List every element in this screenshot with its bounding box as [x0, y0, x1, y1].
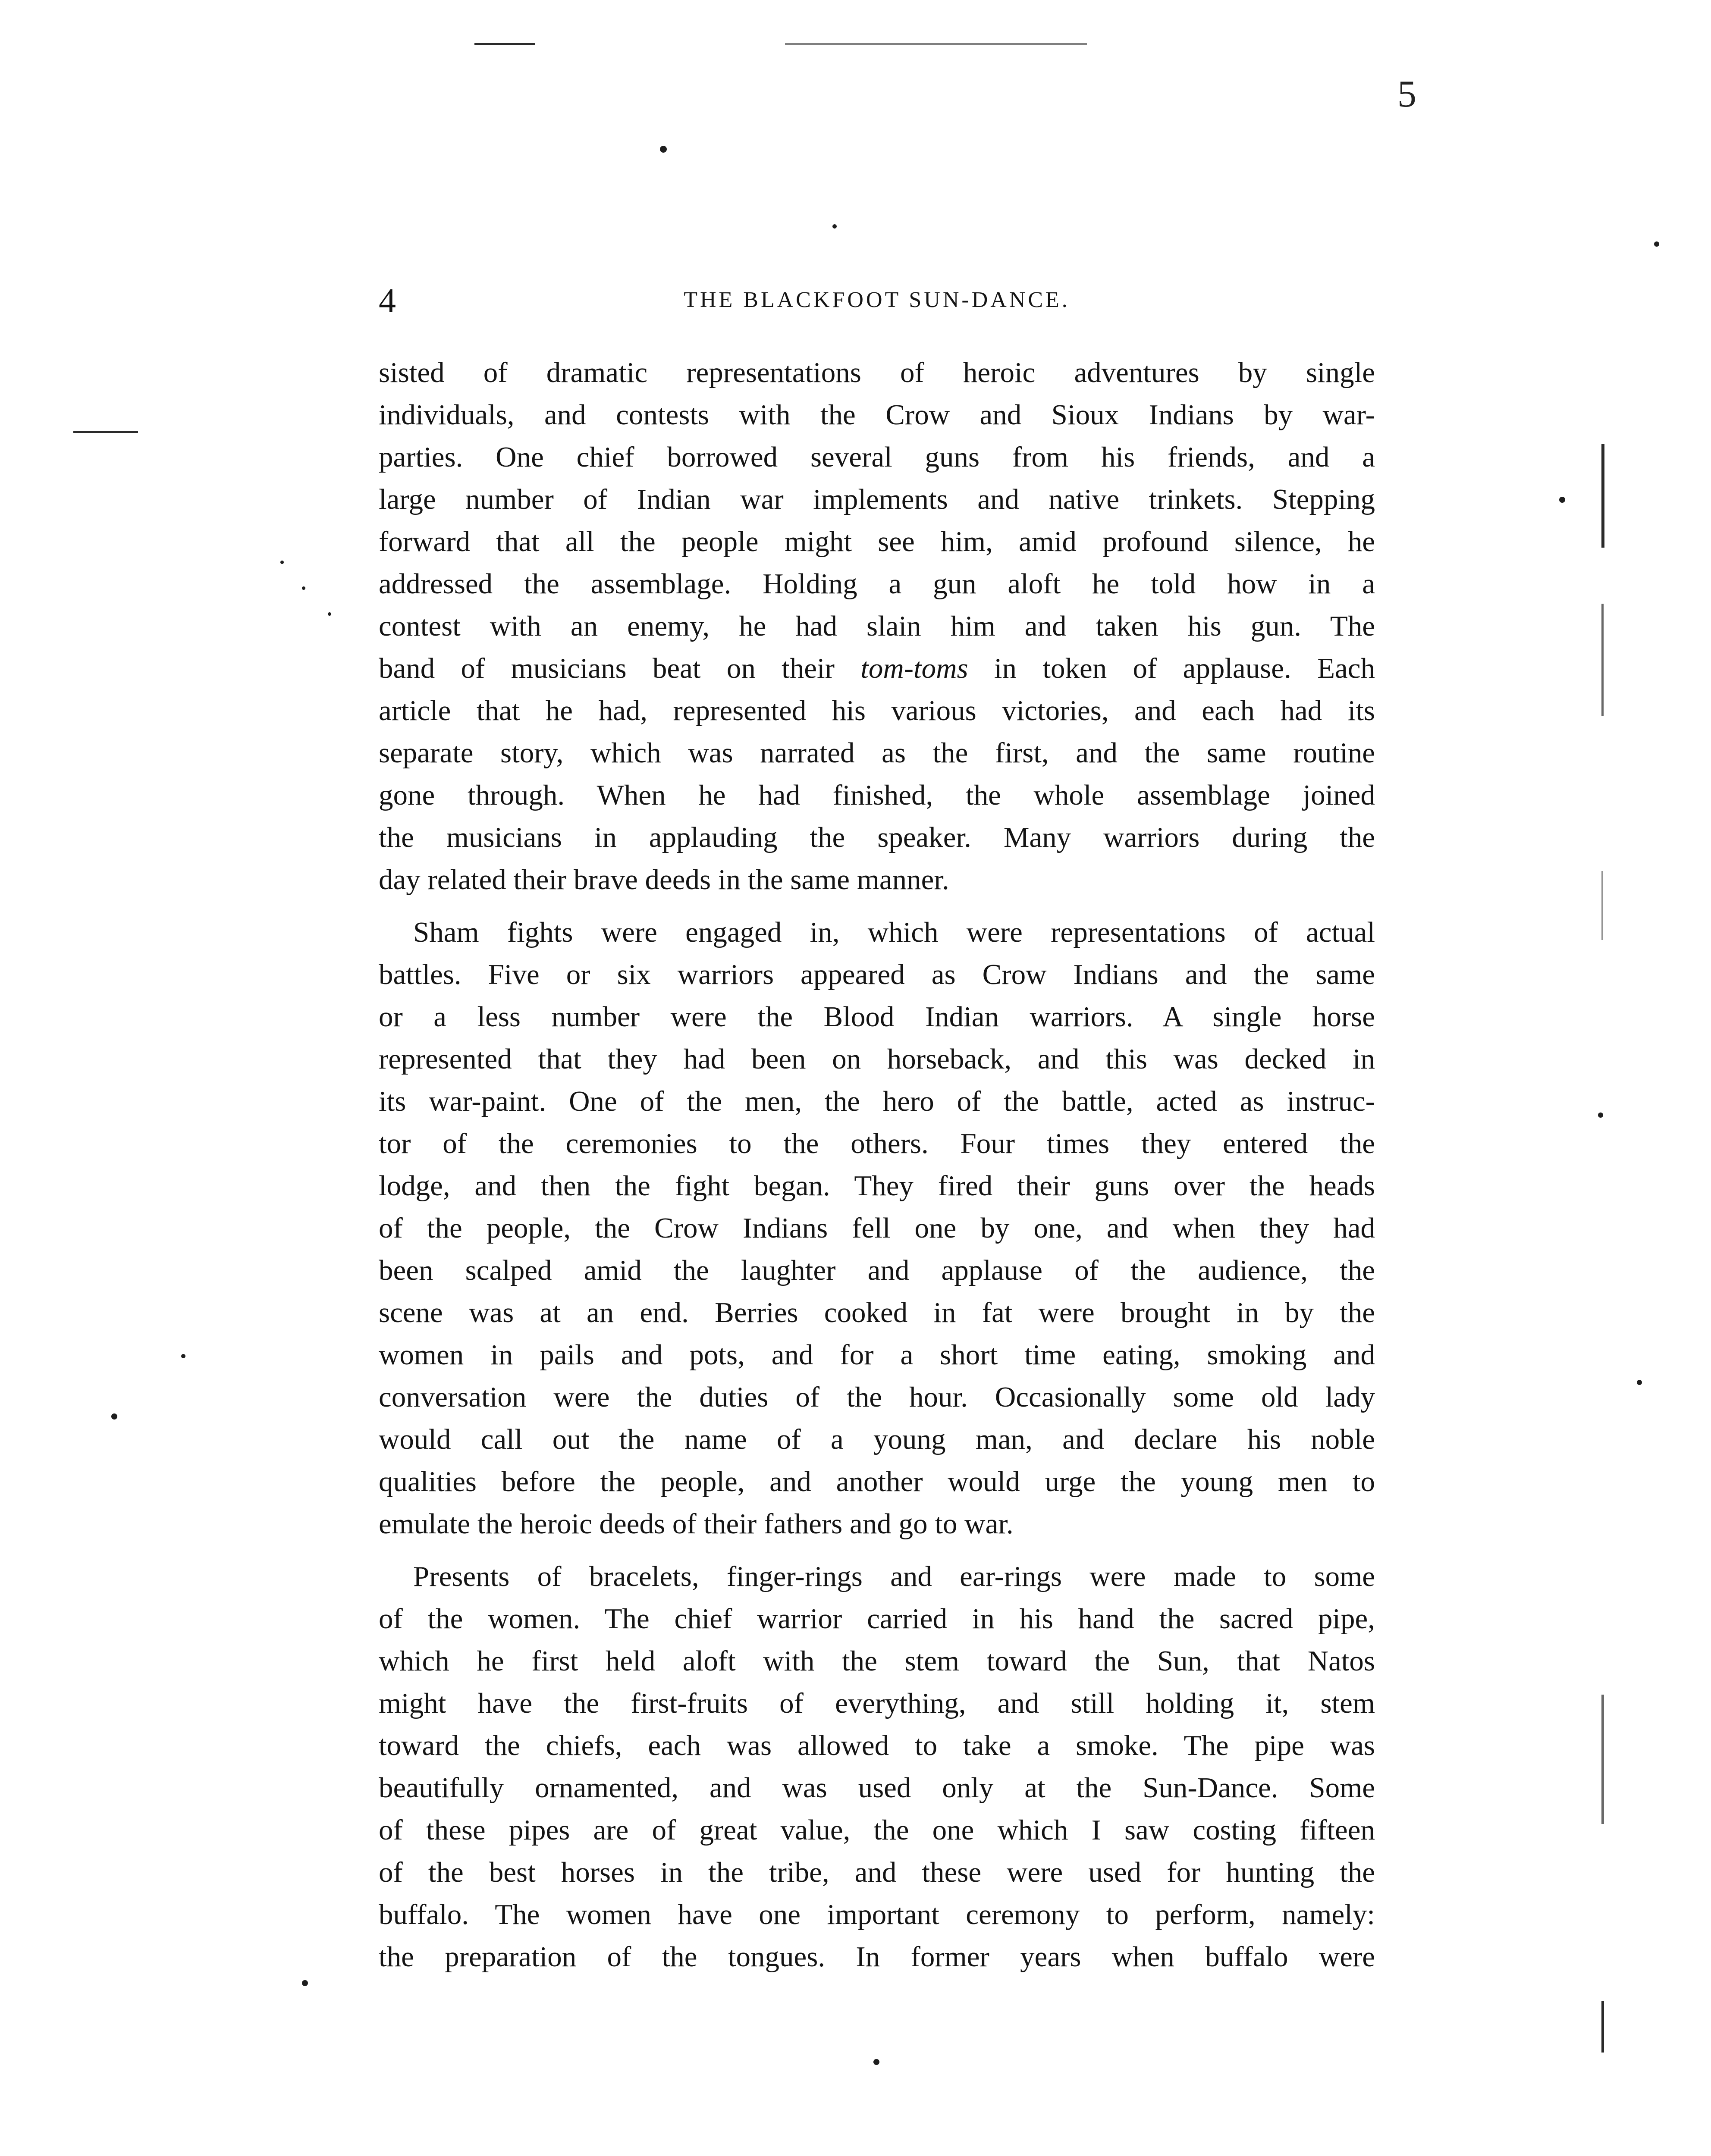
running-header [379, 280, 1375, 332]
speck [1559, 497, 1565, 503]
speck [1598, 1112, 1603, 1118]
body-text [379, 351, 1375, 1978]
text-line: addressed the assemblage. Holding a gun aloft he told how in a [379, 568, 1375, 600]
text-line: large number of Indian war implements and native trinkets. Stepping [379, 483, 1375, 515]
speck [1637, 1380, 1642, 1385]
text-line: Presents of bracelets, finger-rings and ear-rings were made to some [413, 1561, 1375, 1592]
italic-term: tom-toms [860, 652, 968, 684]
text-line: conversation were the duties of the hour. Occasionally some old lady [379, 1381, 1375, 1413]
text-line: of the women. The chief warrior carried in his hand the sacred pipe, [379, 1603, 1375, 1635]
text-line: beautifully ornamented, and was used only at the Sun-Dance. Some [379, 1772, 1375, 1804]
text-line: buffalo. The women have one important ceremony to perform, namely: [379, 1899, 1375, 1930]
text-line: battles. Five or six warriors appeared as Crow Indians and the same [379, 959, 1375, 990]
text-line: would call out the name of a young man, and declare his noble [379, 1423, 1375, 1455]
text-line: emulate the heroic deeds of their fathers and go to war. [379, 1508, 1014, 1540]
text-line: of the people, the Crow Indians fell one by one, and when they had [379, 1212, 1375, 1244]
right-margin-rule [1601, 604, 1604, 716]
speck [111, 1413, 117, 1420]
speck [328, 612, 331, 616]
text-line: article that he had, represented his various victories, and each had its [379, 695, 1375, 727]
text-line: represented that they had been on horseback, and this was decked in [379, 1043, 1375, 1075]
text-line: women in pails and pots, and for a short time eating, smoking and [379, 1339, 1375, 1371]
speck [660, 146, 667, 153]
text-line: which he first held aloft with the stem toward the Sun, that Natos [379, 1645, 1375, 1677]
text-line: forward that all the people might see him, amid profound silence, he [379, 526, 1375, 558]
speck [1654, 241, 1659, 247]
text-line: day related their brave deeds in the same manner. [379, 864, 949, 896]
text-line: sisted of dramatic representations of heroic adventures by single [379, 357, 1375, 389]
page-number: 4 [379, 282, 396, 320]
text-line: individuals, and contests with the Crow and Sioux Indians by war- [379, 399, 1375, 431]
paragraph [379, 351, 1375, 901]
running-title: THE BLACKFOOT SUN-DANCE. [684, 288, 1070, 312]
paragraph [379, 911, 1375, 1545]
scan-edge-top [785, 43, 1087, 45]
speck [302, 586, 305, 590]
text-line: tor of the ceremonies to the others. Four times they entered the [379, 1128, 1375, 1159]
text-line: might have the first-fruits of everything, and still holding it, stem [379, 1687, 1375, 1719]
text-line: parties. One chief borrowed several guns from his friends, and a [379, 441, 1375, 473]
text-line: Sham fights were engaged in, which were representations of actual [413, 916, 1375, 948]
text-line: its war-paint. One of the men, the hero of the battle, acted as instruc- [379, 1085, 1375, 1117]
paragraph [379, 1555, 1375, 1978]
right-margin-rule [1601, 2001, 1604, 2053]
margin-dash [73, 431, 138, 433]
text-line: the preparation of the tongues. In former years when buffalo were [379, 1941, 1375, 1973]
text-line [379, 647, 1375, 689]
right-margin-rule [1601, 444, 1604, 548]
text-run: in token of applause. Each [968, 652, 1375, 684]
right-margin-rule [1601, 871, 1603, 940]
text-line: of the best horses in the tribe, and these were used for hunting the [379, 1856, 1375, 1888]
text-line: the musicians in applauding the speaker. Many warriors during the [379, 821, 1375, 853]
speck [302, 1980, 308, 1986]
speck [873, 2059, 879, 2065]
text-line: toward the chiefs, each was allowed to take a smoke. The pipe was [379, 1730, 1375, 1761]
scan-edge-top [474, 43, 535, 45]
speck [181, 1354, 185, 1358]
text-line: contest with an enemy, he had slain him and taken his gun. The [379, 610, 1375, 642]
text-line: of these pipes are of great value, the one which I saw costing fifteen [379, 1814, 1375, 1846]
text-line: or a less number were the Blood Indian warriors. A single horse [379, 1001, 1375, 1033]
right-margin-rule [1601, 1695, 1604, 1824]
speck [280, 561, 284, 564]
text-line: separate story, which was narrated as the first, and the same routine [379, 737, 1375, 769]
text-line: lodge, and then the fight began. They fired their guns over the heads [379, 1170, 1375, 1202]
corner-page-mark: 5 [1397, 73, 1416, 115]
text-line: gone through. When he had finished, the whole assemblage joined [379, 779, 1375, 811]
speck [832, 224, 837, 229]
text-run: band of musicians beat on their [379, 652, 861, 684]
text-line: scene was at an end. Berries cooked in fat were brought in by the [379, 1297, 1375, 1329]
text-line: qualities before the people, and another would urge the young men to [379, 1466, 1375, 1498]
text-line: been scalped amid the laughter and applause of the audience, the [379, 1254, 1375, 1286]
